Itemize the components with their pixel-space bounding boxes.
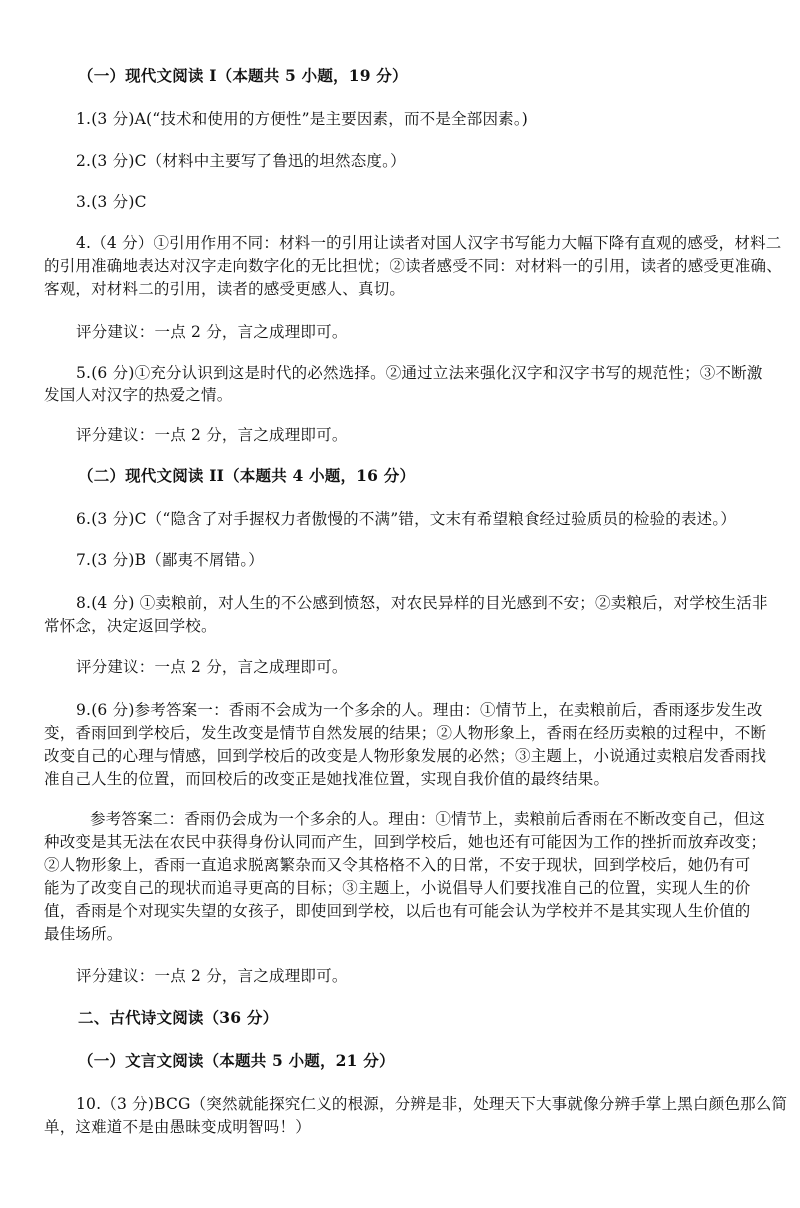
answer-q2: 2.(3 分)C（材料中主要写了鲁迅的坦然态度。） [76, 152, 406, 170]
answer-q5-line-1: 5.(6 分)①充分认识到这是时代的必然选择。②通过立法来强化汉字和汉字书写的规范性；③不断激 [76, 364, 763, 382]
answer-q4-line-1: 4.（4 分）①引用作用不同：材料一的引用让读者对国人汉字书写能力大幅下降有直观的感受，材料二 [76, 234, 782, 252]
section-heading-classical-prose: （一）文言文阅读（本题共 5 小题，21 分） [78, 1051, 395, 1070]
section-heading-modern-reading-2: （二）现代文阅读 II（本题共 4 小题，16 分） [78, 466, 416, 485]
answer-q1: 1.(3 分)A(“技术和使用的方便性”是主要因素，而不是全部因素。) [76, 110, 529, 128]
section-heading-modern-reading-1: （一）现代文阅读 I（本题共 5 小题，19 分） [78, 66, 408, 85]
answer-q3: 3.(3 分)C [76, 193, 147, 211]
grading-note-q8: 评分建议：一点 2 分，言之成理即可。 [76, 658, 348, 676]
grading-note-q9: 评分建议：一点 2 分，言之成理即可。 [76, 967, 348, 985]
answer-q9-option-2-line-2: 种改变是其无法在农民中获得身份认同而产生，回到学校后，她也还有可能因为工作的挫折而放弃改变； [44, 833, 767, 851]
answer-q9-option-1-line-1: 9.(6 分)参考答案一：香雨不会成为一个多余的人。理由：①情节上，在卖粮前后，香雨逐步发生改 [76, 701, 763, 719]
answer-q9-option-2-line-1: 参考答案二：香雨仍会成为一个多余的人。理由：①情节上，卖粮前后香雨在不断改变自己，但这 [90, 810, 766, 828]
grading-note-q4: 评分建议：一点 2 分，言之成理即可。 [76, 323, 348, 341]
answer-q8-line-2: 常怀念，决定返回学校。 [44, 617, 217, 635]
answer-q9-option-1-line-2: 变，香雨回到学校后，发生改变是情节自然发展的结果；②人物形象上，香雨在经历卖粮的过程中，不断 [44, 724, 767, 742]
answer-q4-line-2: 的引用准确地表达对汉字走向数字化的无比担忧；②读者感受不同：对材料一的引用，读者的感受更准确、 [44, 257, 782, 275]
answer-q4-line-3: 客观，对材料二的引用，读者的感受更感人、真切。 [44, 280, 406, 298]
answer-q8-line-1: 8.(4 分) ①卖粮前，对人生的不公感到愤怒，对农民异样的目光感到不安；②卖粮后，对学校生活非 [76, 594, 768, 612]
grading-note-q5: 评分建议：一点 2 分，言之成理即可。 [76, 426, 348, 444]
answer-q6: 6.(3 分)C（“隐含了对手握权力者傲慢的不满”错，文末有希望粮食经过验质员的检验的表述。） [76, 510, 737, 528]
answer-q9-option-1-line-4: 准自己人生的位置，而回校后的改变正是她找准位置，实现自我价值的最终结果。 [44, 770, 610, 788]
answer-q9-option-2-line-3: ②人物形象上，香雨一直追求脱离繁杂而又令其格格不入的日常，不安于现状，回到学校后，她仍有可 [44, 856, 751, 874]
answer-q10-line-2: 单，这难道不是由愚昧变成明智吗！） [44, 1118, 311, 1136]
answer-q10-line-1: 10.（3 分)BCG（突然就能探究仁义的根源，分辨是非，处理天下大事就像分辨手掌上黑白颜色那么简 [76, 1095, 788, 1113]
answer-q9-option-2-line-5: 值，香雨是个对现实失望的女孩子，即使回到学校，以后也有可能会认为学校并不是其实现人生价值的 [44, 902, 751, 920]
answer-q9-option-2-line-6: 最佳场所。 [44, 925, 123, 943]
part-heading-classical-reading: 二、古代诗文阅读（36 分） [78, 1008, 279, 1027]
answer-q7: 7.(3 分)B（鄙夷不屑错。） [76, 551, 265, 569]
answer-q9-option-1-line-3: 改变自己的心理与情感，回到学校后的改变是人物形象发展的必然；③主题上，小说通过卖粮启发香雨找 [44, 747, 767, 765]
answer-q5-line-2: 发国人对汉字的热爱之情。 [44, 386, 233, 404]
answer-q9-option-2-line-4: 能为了改变自己的现状而追寻更高的目标；③主题上，小说倡导人们要找准自己的位置，实现人生的价 [44, 879, 751, 897]
